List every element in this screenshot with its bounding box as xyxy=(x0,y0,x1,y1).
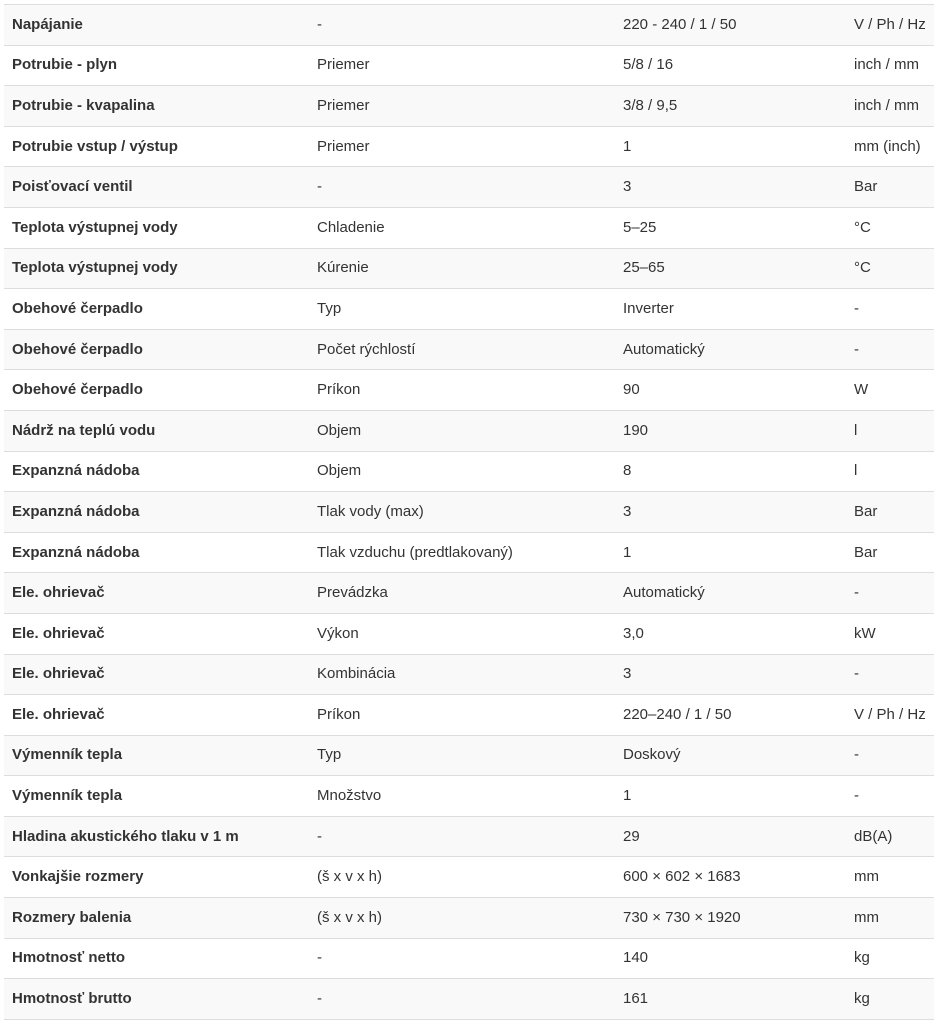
parameter-cell: Potrubie vstup / výstup xyxy=(4,126,309,167)
unit-cell: inch / mm xyxy=(846,45,934,86)
value-cell: Automatický xyxy=(615,329,846,370)
parameter-cell: Teplota výstupnej vody xyxy=(4,248,309,289)
detail-cell: Príkon xyxy=(309,370,615,411)
value-cell: 220–240 / 1 / 50 xyxy=(615,695,846,736)
parameter-cell: Vonkajšie rozmery xyxy=(4,857,309,898)
specifications-table-body xyxy=(4,5,934,1020)
value-cell: 3,0 xyxy=(615,613,846,654)
unit-cell: - xyxy=(846,654,934,695)
unit-cell: - xyxy=(846,289,934,330)
detail-cell: Objem xyxy=(309,451,615,492)
table-row xyxy=(4,613,934,654)
value-cell: 1 xyxy=(615,126,846,167)
table-row xyxy=(4,857,934,898)
unit-cell: °C xyxy=(846,248,934,289)
table-row xyxy=(4,45,934,86)
value-cell: Automatický xyxy=(615,573,846,614)
detail-cell: Kombinácia xyxy=(309,654,615,695)
detail-cell: Tlak vody (max) xyxy=(309,492,615,533)
value-cell: 220 - 240 / 1 / 50 xyxy=(615,5,846,46)
unit-cell: l xyxy=(846,451,934,492)
table-row xyxy=(4,938,934,979)
parameter-cell: Expanzná nádoba xyxy=(4,532,309,573)
unit-cell: Bar xyxy=(846,167,934,208)
unit-cell: dB(A) xyxy=(846,816,934,857)
parameter-cell: Výmenník tepla xyxy=(4,776,309,817)
table-row xyxy=(4,695,934,736)
parameter-cell: Expanzná nádoba xyxy=(4,492,309,533)
value-cell: 3 xyxy=(615,654,846,695)
table-row xyxy=(4,979,934,1020)
table-row xyxy=(4,735,934,776)
table-row xyxy=(4,573,934,614)
unit-cell: V / Ph / Hz xyxy=(846,695,934,736)
detail-cell: - xyxy=(309,167,615,208)
unit-cell: mm (inch) xyxy=(846,126,934,167)
parameter-cell: Expanzná nádoba xyxy=(4,451,309,492)
parameter-cell: Obehové čerpadlo xyxy=(4,289,309,330)
table-row xyxy=(4,248,934,289)
parameter-cell: Hladina akustického tlaku v 1 m xyxy=(4,816,309,857)
parameter-cell: Ele. ohrievač xyxy=(4,573,309,614)
detail-cell: (š x v x h) xyxy=(309,898,615,939)
specifications-table xyxy=(4,4,934,1020)
detail-cell: - xyxy=(309,5,615,46)
parameter-cell: Ele. ohrievač xyxy=(4,613,309,654)
unit-cell: mm xyxy=(846,898,934,939)
parameter-cell: Poisťovací ventil xyxy=(4,167,309,208)
parameter-cell: Potrubie - plyn xyxy=(4,45,309,86)
value-cell: 29 xyxy=(615,816,846,857)
unit-cell: inch / mm xyxy=(846,86,934,127)
detail-cell: Chladenie xyxy=(309,207,615,248)
unit-cell: Bar xyxy=(846,532,934,573)
parameter-cell: Teplota výstupnej vody xyxy=(4,207,309,248)
parameter-cell: Ele. ohrievač xyxy=(4,695,309,736)
unit-cell: V / Ph / Hz xyxy=(846,5,934,46)
value-cell: 730 × 730 × 1920 xyxy=(615,898,846,939)
value-cell: Doskový xyxy=(615,735,846,776)
value-cell: 190 xyxy=(615,410,846,451)
table-row xyxy=(4,898,934,939)
unit-cell: W xyxy=(846,370,934,411)
parameter-cell: Obehové čerpadlo xyxy=(4,370,309,411)
detail-cell: - xyxy=(309,938,615,979)
detail-cell: (š x v x h) xyxy=(309,857,615,898)
table-row xyxy=(4,5,934,46)
value-cell: 3 xyxy=(615,492,846,533)
unit-cell: - xyxy=(846,776,934,817)
value-cell: 90 xyxy=(615,370,846,411)
value-cell: 140 xyxy=(615,938,846,979)
detail-cell: Výkon xyxy=(309,613,615,654)
parameter-cell: Napájanie xyxy=(4,5,309,46)
table-row xyxy=(4,492,934,533)
parameter-cell: Obehové čerpadlo xyxy=(4,329,309,370)
value-cell: 8 xyxy=(615,451,846,492)
table-row xyxy=(4,532,934,573)
parameter-cell: Hmotnosť brutto xyxy=(4,979,309,1020)
table-row xyxy=(4,410,934,451)
unit-cell: kg xyxy=(846,938,934,979)
value-cell: 5–25 xyxy=(615,207,846,248)
table-row xyxy=(4,654,934,695)
unit-cell: l xyxy=(846,410,934,451)
table-row xyxy=(4,816,934,857)
table-row xyxy=(4,776,934,817)
unit-cell: kg xyxy=(846,979,934,1020)
value-cell: 3/8 / 9,5 xyxy=(615,86,846,127)
parameter-cell: Výmenník tepla xyxy=(4,735,309,776)
detail-cell: Typ xyxy=(309,735,615,776)
detail-cell: Prevádzka xyxy=(309,573,615,614)
value-cell: 1 xyxy=(615,776,846,817)
detail-cell: Typ xyxy=(309,289,615,330)
unit-cell: Bar xyxy=(846,492,934,533)
detail-cell: Príkon xyxy=(309,695,615,736)
value-cell: 1 xyxy=(615,532,846,573)
detail-cell: Počet rýchlostí xyxy=(309,329,615,370)
value-cell: 25–65 xyxy=(615,248,846,289)
detail-cell: Tlak vzduchu (predtlakovaný) xyxy=(309,532,615,573)
detail-cell: Kúrenie xyxy=(309,248,615,289)
table-row xyxy=(4,329,934,370)
detail-cell: Priemer xyxy=(309,45,615,86)
detail-cell: Priemer xyxy=(309,86,615,127)
unit-cell: - xyxy=(846,735,934,776)
unit-cell: °C xyxy=(846,207,934,248)
detail-cell: - xyxy=(309,979,615,1020)
detail-cell: Množstvo xyxy=(309,776,615,817)
parameter-cell: Potrubie - kvapalina xyxy=(4,86,309,127)
value-cell: Inverter xyxy=(615,289,846,330)
value-cell: 161 xyxy=(615,979,846,1020)
detail-cell: Objem xyxy=(309,410,615,451)
table-row xyxy=(4,451,934,492)
unit-cell: mm xyxy=(846,857,934,898)
parameter-cell: Hmotnosť netto xyxy=(4,938,309,979)
table-row xyxy=(4,207,934,248)
table-row xyxy=(4,289,934,330)
parameter-cell: Rozmery balenia xyxy=(4,898,309,939)
detail-cell: Priemer xyxy=(309,126,615,167)
value-cell: 3 xyxy=(615,167,846,208)
table-row xyxy=(4,167,934,208)
table-row xyxy=(4,86,934,127)
value-cell: 600 × 602 × 1683 xyxy=(615,857,846,898)
unit-cell: - xyxy=(846,573,934,614)
parameter-cell: Ele. ohrievač xyxy=(4,654,309,695)
parameter-cell: Nádrž na teplú vodu xyxy=(4,410,309,451)
unit-cell: - xyxy=(846,329,934,370)
table-row xyxy=(4,370,934,411)
table-row xyxy=(4,126,934,167)
value-cell: 5/8 / 16 xyxy=(615,45,846,86)
unit-cell: kW xyxy=(846,613,934,654)
detail-cell: - xyxy=(309,816,615,857)
